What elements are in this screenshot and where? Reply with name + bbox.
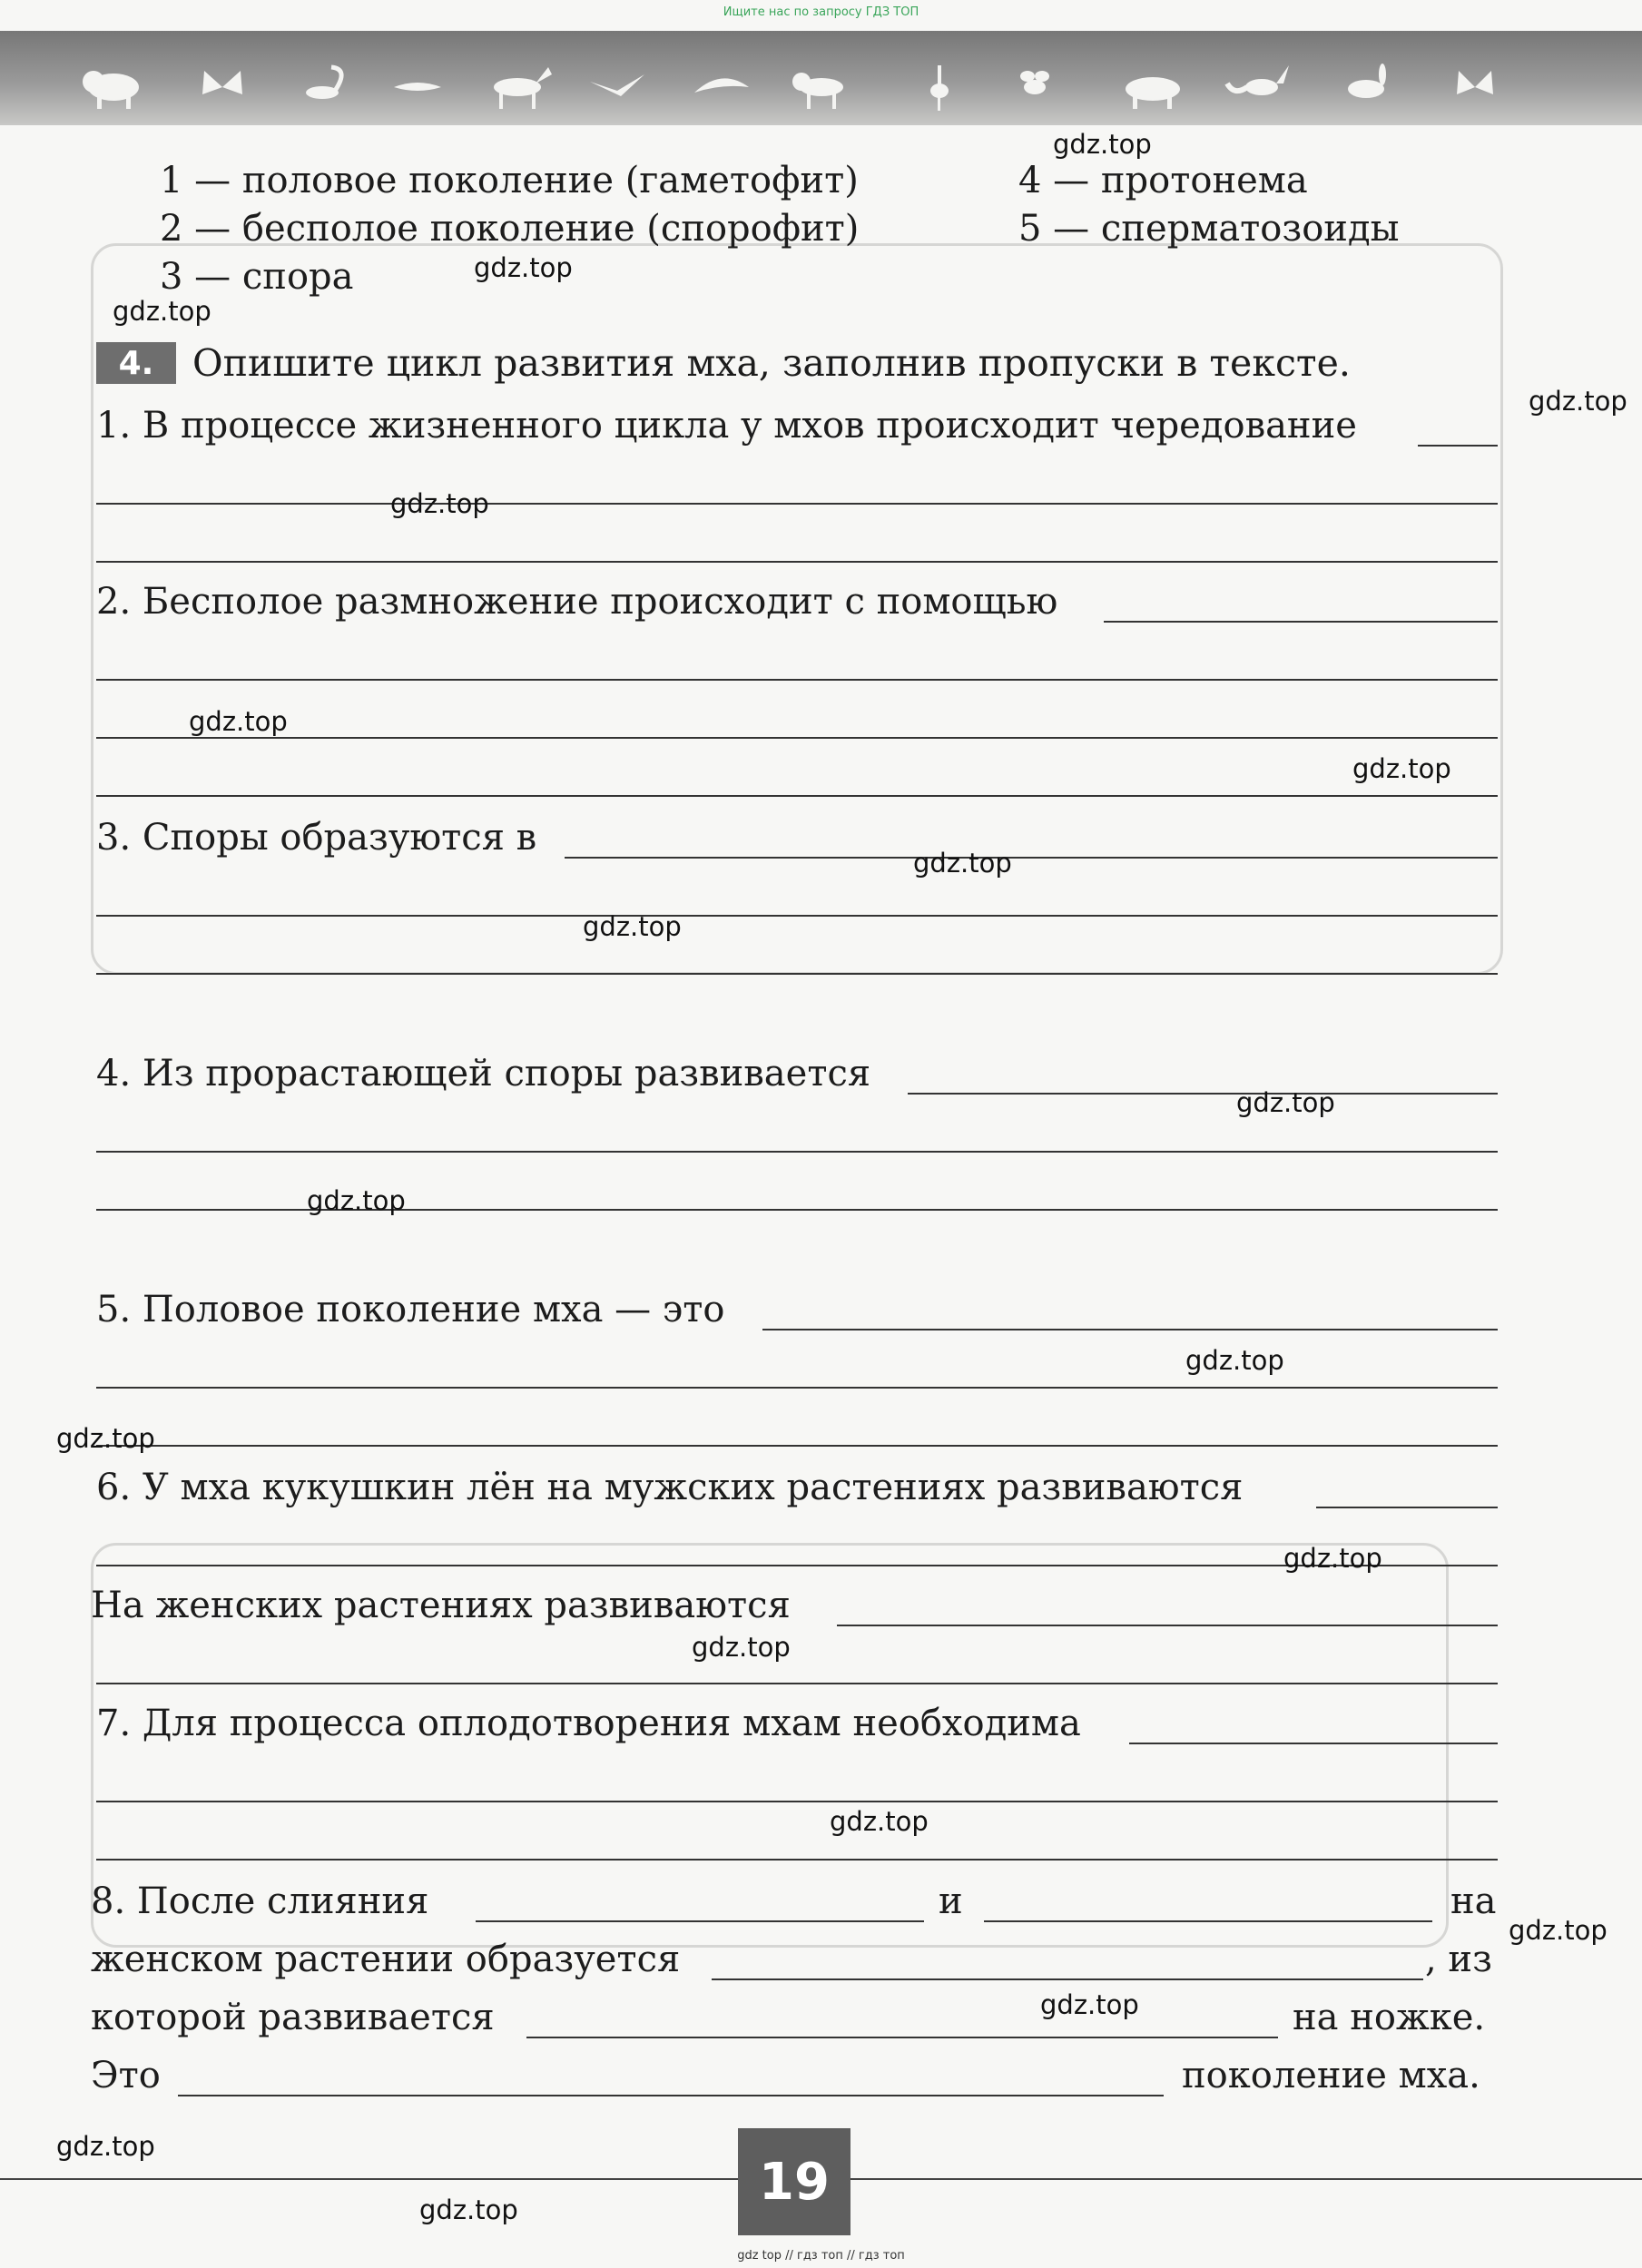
answer-line[interactable] <box>96 915 1498 917</box>
task-number-badge: 4. <box>96 342 176 384</box>
question-6: 6. У мха кукушкин лён на мужских растениях развиваются <box>96 1467 1244 1508</box>
answer-line[interactable] <box>476 1920 924 1922</box>
watermark: gdz.top <box>1236 1087 1335 1118</box>
watermark: gdz.top <box>583 911 682 942</box>
page-number: 19 <box>738 2128 850 2235</box>
answer-line[interactable] <box>96 1445 1498 1447</box>
question-8-part-c: которой развивается <box>91 1997 495 2038</box>
answer-item-1: 1 — половое поколение (гаметофит) <box>160 160 859 201</box>
watermark: gdz.top <box>830 1806 929 1837</box>
answer-line[interactable] <box>96 1387 1498 1389</box>
watermark: gdz.top <box>56 2131 155 2162</box>
watermark: gdz.top <box>1053 129 1152 160</box>
answer-line[interactable] <box>1104 621 1498 623</box>
watermark: gdz.top <box>390 488 489 519</box>
butterfly-icon <box>1457 71 1493 94</box>
answer-line[interactable] <box>96 1151 1498 1153</box>
answer-line[interactable] <box>96 561 1498 563</box>
scorpion-icon <box>306 67 341 99</box>
lion-icon <box>792 73 843 109</box>
question-8-and: и <box>939 1880 963 1922</box>
watermark: gdz.top <box>307 1185 406 1216</box>
answer-line[interactable] <box>178 2095 1164 2096</box>
question-1: 1. В процессе жизненного цикла у мхов происходит чередование <box>96 405 1357 447</box>
lizard-icon <box>394 83 441 91</box>
watermark: gdz.top <box>913 848 1012 879</box>
watermark: gdz.top <box>1509 1915 1608 1946</box>
dolphin-icon <box>694 78 749 93</box>
question-8-leg: на ножке. <box>1293 1997 1486 2038</box>
answer-item-3: 3 — спора <box>160 256 354 298</box>
answer-item-4: 4 — протонема <box>1018 160 1308 201</box>
rabbit-icon <box>1348 64 1386 98</box>
question-3: 3. Споры образуются в <box>96 817 537 859</box>
task-heading <box>96 341 1351 385</box>
bird-icon <box>590 74 644 96</box>
footer-note: gdz top // гдз топ // гдз топ <box>737 2249 905 2263</box>
watermark: gdz.top <box>56 1423 155 1454</box>
heron-icon <box>930 65 949 111</box>
answer-line[interactable] <box>96 679 1498 681</box>
answer-line[interactable] <box>1316 1507 1498 1508</box>
question-6-female: На женских растениях развиваются <box>91 1585 791 1626</box>
question-5: 5. Половое поколение мха — это <box>96 1289 725 1330</box>
answer-item-5: 5 — сперматозоиды <box>1018 208 1400 250</box>
animal-banner <box>0 31 1642 125</box>
watermark: gdz.top <box>1283 1543 1382 1574</box>
answer-line[interactable] <box>984 1920 1432 1922</box>
butterfly-icon <box>202 71 242 94</box>
banner-silhouettes <box>0 31 1642 125</box>
watermark: gdz.top <box>1352 753 1451 784</box>
horse-icon <box>494 67 552 109</box>
answer-line[interactable] <box>96 1859 1498 1861</box>
watermark: gdz.top <box>113 296 211 327</box>
task-title: Опишите цикл развития мха, заполнив пропуски в тексте. <box>192 341 1351 385</box>
answer-item-2: 2 — бесполое поколение (спорофит) <box>160 208 860 250</box>
watermark: gdz.top <box>189 706 288 737</box>
answer-line[interactable] <box>96 973 1498 975</box>
question-8-part-b: женском растении образуется <box>91 1939 681 1980</box>
question-8-part-d: Это <box>91 2055 161 2096</box>
watermark: gdz.top <box>692 1632 791 1663</box>
question-8-comma: , из <box>1425 1939 1492 1980</box>
answer-line[interactable] <box>712 1978 1423 1980</box>
question-7: 7. Для процесса оплодотворения мхам необходима <box>96 1703 1081 1744</box>
watermark: gdz.top <box>1529 386 1627 417</box>
answer-line[interactable] <box>96 795 1498 797</box>
question-8-on: на <box>1450 1880 1497 1922</box>
bison-icon <box>83 71 139 109</box>
footer-rule-right <box>850 2178 1642 2180</box>
top-note: Ищите нас по запросу ГДЗ ТОП <box>723 5 919 19</box>
answer-line[interactable] <box>526 2037 1278 2038</box>
answer-line[interactable] <box>837 1625 1498 1626</box>
watermark: gdz.top <box>1185 1345 1284 1376</box>
answer-line[interactable] <box>1418 445 1498 447</box>
watermark: gdz.top <box>474 252 573 283</box>
question-8-part-a: 8. После слияния <box>91 1880 429 1922</box>
answer-line[interactable] <box>908 1093 1498 1095</box>
boar-icon <box>1126 77 1180 109</box>
fox-icon <box>1227 65 1289 95</box>
answer-line[interactable] <box>96 503 1498 505</box>
watermark: gdz.top <box>419 2194 518 2225</box>
question-4: 4. Из прорастающей споры развивается <box>96 1053 871 1095</box>
question-2: 2. Бесполое размножение происходит с помощью <box>96 581 1058 623</box>
answer-line[interactable] <box>96 1683 1498 1684</box>
answer-line[interactable] <box>762 1329 1498 1330</box>
answer-line[interactable] <box>565 857 1498 859</box>
watermark: gdz.top <box>1040 1989 1139 2020</box>
question-8-generation: поколение мха. <box>1182 2055 1480 2096</box>
answer-line[interactable] <box>96 1801 1498 1802</box>
bee-icon <box>1020 71 1049 94</box>
footer-rule-left <box>0 2178 738 2180</box>
answer-line[interactable] <box>96 737 1498 739</box>
answer-line[interactable] <box>1129 1743 1498 1744</box>
